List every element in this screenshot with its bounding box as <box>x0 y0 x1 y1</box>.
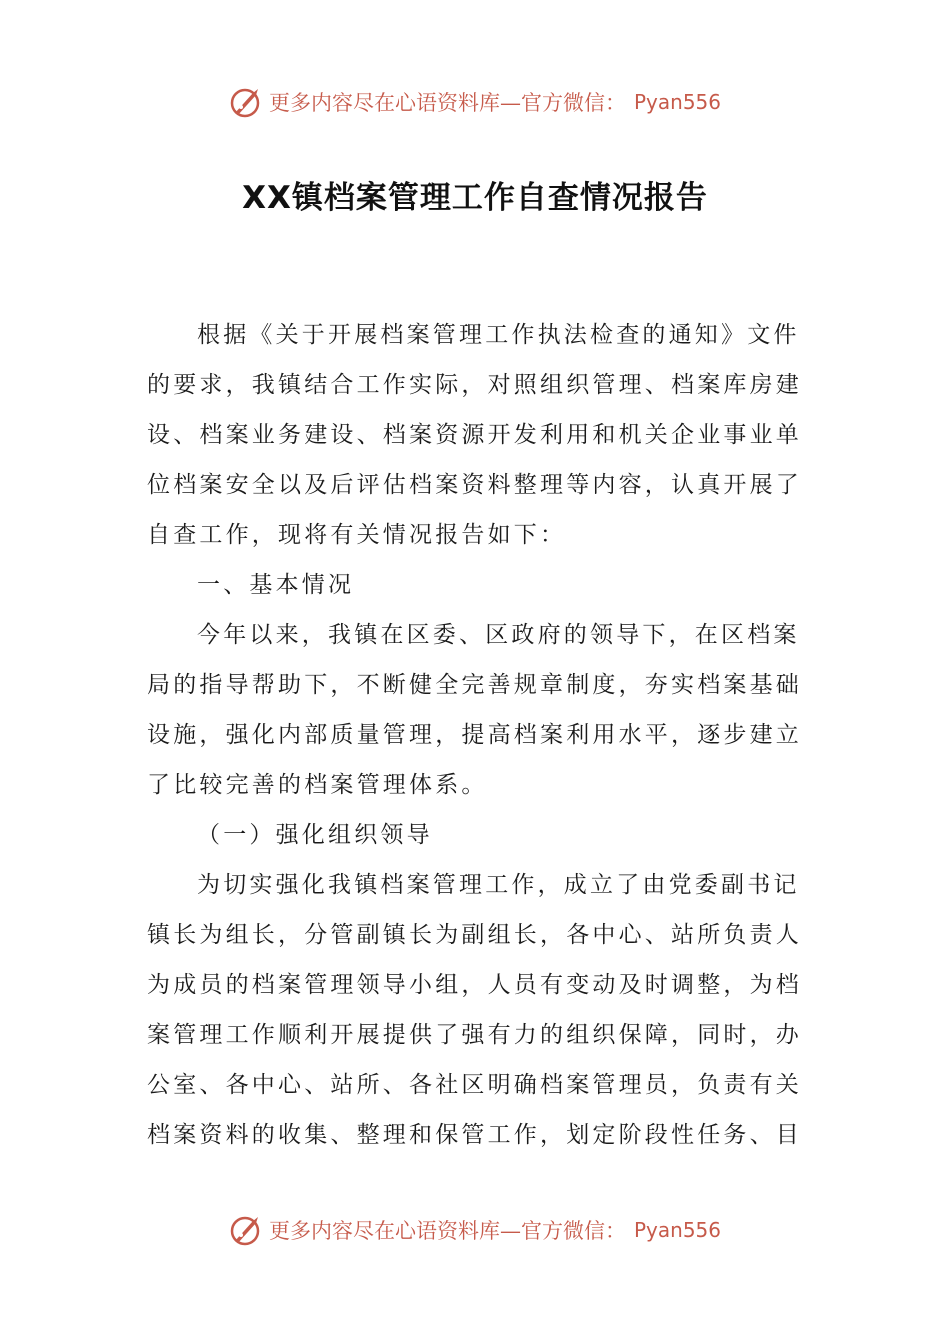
watermark-text: 更多内容尽在心语资料库—官方微信： <box>268 91 626 115</box>
paragraph-line: 为成员的档案管理领导小组，人员有变动及时调整，为档 <box>147 972 802 998</box>
paragraph-line: 设施，强化内部质量管理，提高档案利用水平，逐步建立 <box>147 722 802 748</box>
paragraph-line: 了比较完善的档案管理体系。 <box>147 772 488 798</box>
paragraph-line: 局的指导帮助下，不断健全完善规章制度，夯实档案基础 <box>147 672 802 698</box>
watermark-id: Pyan556 <box>633 1218 721 1242</box>
paragraph-line: 自查工作，现将有关情况报告如下： <box>147 522 567 548</box>
paragraph-line: 镇长为组长，分管副镇长为副组长，各中心、站所负责人 <box>147 922 802 948</box>
paragraph-line: 案管理工作顺利开展提供了强有力的组织保障，同时，办 <box>147 1022 802 1048</box>
subsection-heading: （一）强化组织领导 <box>197 822 433 848</box>
pen-logo-icon <box>229 1213 263 1247</box>
section-heading: 一、基本情况 <box>197 572 355 598</box>
paragraph-line: 根据《关于开展档案管理工作执法检查的通知》文件 <box>197 322 800 348</box>
pen-logo-icon <box>229 85 263 119</box>
document-body <box>147 310 807 1160</box>
header-watermark <box>0 82 950 122</box>
paragraph-line: 设、档案业务建设、档案资源开发利用和机关企业事业单 <box>147 422 802 448</box>
footer-watermark <box>0 1210 950 1250</box>
paragraph-line: 今年以来，我镇在区委、区政府的领导下，在区档案 <box>197 622 800 648</box>
paragraph-line: 位档案安全以及后评估档案资料整理等内容，认真开展了 <box>147 472 802 498</box>
paragraph-line: 档案资料的收集、整理和保管工作，划定阶段性任务、目 <box>147 1122 802 1148</box>
document-title: XX镇档案管理工作自查情况报告 <box>242 180 708 216</box>
watermark-text: 更多内容尽在心语资料库—官方微信： <box>268 1219 626 1243</box>
paragraph-line: 的要求，我镇结合工作实际，对照组织管理、档案库房建 <box>147 372 802 398</box>
paragraph-line: 公室、各中心、站所、各社区明确档案管理员，负责有关 <box>147 1072 802 1098</box>
watermark-id: Pyan556 <box>633 90 721 114</box>
paragraph-line: 为切实强化我镇档案管理工作，成立了由党委副书记 <box>197 872 800 898</box>
